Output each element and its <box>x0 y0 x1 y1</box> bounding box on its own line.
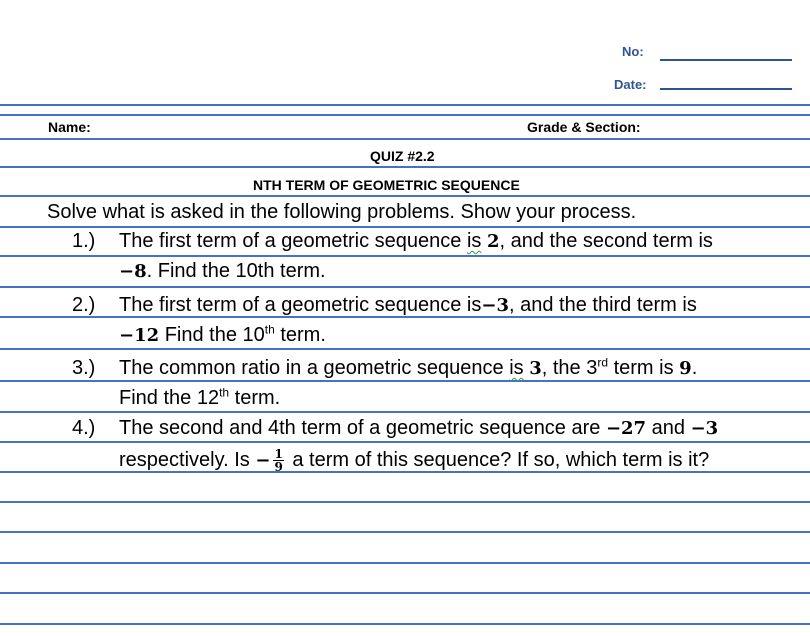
problem-number: 2.) <box>72 294 96 316</box>
instructions: Solve what is asked in the following problems. Show your process. <box>47 201 637 223</box>
grade-section-label: Grade & Section: <box>527 119 641 135</box>
math-value: −8 <box>119 261 147 282</box>
problem-number: 4.) <box>72 417 96 439</box>
no-blank-line[interactable] <box>660 59 792 61</box>
problem-line-2: respectively. Is − $\frac{1}{9}$ a term of this sequence? If so, which term is it? <box>119 447 710 474</box>
math-minus: − <box>255 449 271 471</box>
problem-line-2: −12 Find the 10th term. <box>119 322 326 346</box>
fraction-numerator: 1 <box>274 447 283 461</box>
date-blank-line[interactable] <box>660 88 792 90</box>
fraction <box>273 448 283 473</box>
problem-line-1: The first term of a geometric sequence is−3, and the third term is <box>119 294 697 316</box>
math-value: 9 <box>679 358 692 379</box>
math-value: −27 <box>605 418 647 439</box>
problem-line-1: The second and 4th term of a geometric sequence are −27 and −3 <box>119 417 719 439</box>
problem-line-1: The first term of a geometric sequence is 2, and the second term is <box>119 230 713 252</box>
math-value: 3 <box>529 358 542 379</box>
problem-number: 1.) <box>72 230 96 252</box>
date-label: Date: <box>614 77 647 92</box>
name-label: Name: <box>48 119 91 135</box>
quiz-subtitle: NTH TERM OF GEOMETRIC SEQUENCE <box>253 177 520 193</box>
math-value: −3 <box>481 295 509 316</box>
problem-number: 3.) <box>72 357 96 379</box>
quiz-title: QUIZ #2.2 <box>370 148 435 164</box>
problem-line-1: The common ratio in a geometric sequence is 3, the 3rd term is 9. <box>119 355 698 379</box>
math-value: 2 <box>486 231 500 252</box>
problem-line-2: Find the 12th term. <box>119 385 281 409</box>
no-label: No: <box>622 44 644 59</box>
math-value: −12 <box>119 325 160 346</box>
problem-line-2: −8. Find the 10th term. <box>119 260 326 282</box>
fraction-denominator: 9 <box>274 460 283 474</box>
math-value: −3 <box>690 418 719 439</box>
